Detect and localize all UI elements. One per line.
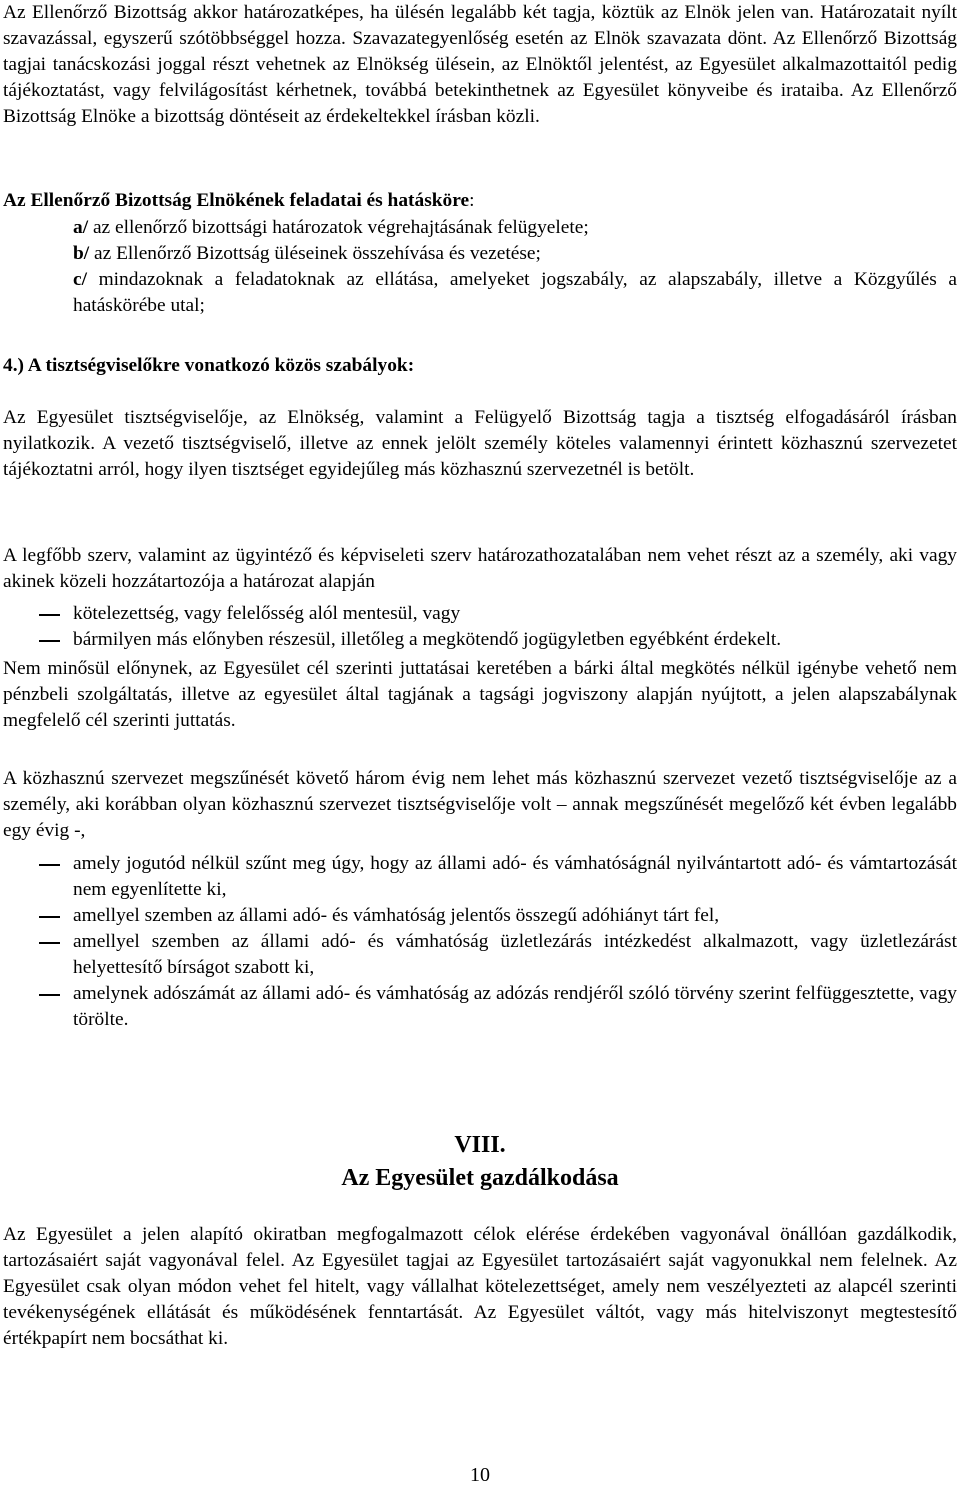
section4-list2 (3, 851, 957, 1033)
dash-bullet-icon (39, 994, 60, 996)
duties-heading-suffix: : (469, 190, 475, 211)
intro-paragraph: Az Ellenőrző Bizottság akkor határozatképes, ha ülésén legalább két tagja, köztük az Elnök jelen van. Határozatait nyílt szavazással, egyszerű szótöbbséggel hozza. Szavazategyenlőség esetén az Elnök szavazata dönt. Az Ellenőrző Bizottság tagjai tanácskozási joggal részt vehetnek az Elnökség ülésein, az Elnöktől jelentést, az Egyesület alkalmazottaitól pedig tájékoztatást, vagy felvilágosítást kérhetnek, továbbá betekinthetnek az Egyesület könyveibe és irataiba. Az Ellenőrző Bizottság Elnöke a bizottság döntéseit az érdekeltekkel írásban közli. (3, 2, 957, 127)
list-item (3, 929, 957, 981)
duties-item (3, 267, 957, 319)
list-item-text: kötelezettség, vagy felelősség alól mentesül, vagy (73, 603, 461, 624)
duties-item-text: az Ellenőrző Bizottság üléseinek összehívása és vezetése; (89, 243, 541, 264)
dash-bullet-icon (39, 942, 60, 944)
chapter-paragraph: Az Egyesület a jelen alapító okiratban megfogalmazott célok elérése érdekében vagyonával önállóan gazdálkodik, tartozásaiért saját vagyonával felel. Az Egyesület tagjai az Egyesület tartozásaiért saját vagyonukkal nem felelnek. Az Egyesület csak olyan módon vehet fel hitelt, vagy vállalhat kötelezettséget, amely nem veszélyezteti az alapcél szerinti tevékenységének ellátását és működésének fenntartását. Az Egyesület váltót, vagy más hitelviszonyt megtestesítő értékpapírt nem bocsáthat ki. (3, 1224, 957, 1349)
section4-paragraph2: A legfőbb szerv, valamint az ügyintéző és képviseleti szerv határozathozatalában nem vehet részt az a személy, aki vagy akinek közeli hozzátartozója a határozat alapján (3, 545, 957, 592)
list-item-text: amelynek adószámát az állami adó- és vámhatóság az adózás rendjéről szóló törvény szerint felfüggesztette, vagy törölte. (73, 983, 957, 1030)
section4-paragraph4: A közhasznú szervezet megszűnését követő három évig nem lehet más közhasznú szervezet vezető tisztségviselője az a személy, aki korábban olyan közhasznú szervezet tisztségviselője volt – annak megszűnését megelőző két évben legalább egy évig -, (3, 768, 957, 841)
duties-heading-text: Az Ellenőrző Bizottság Elnökének feladatai és hatásköre (3, 190, 470, 211)
section4-paragraph1: Az Egyesület tisztségviselője, az Elnökség, valamint a Felügyelő Bizottság tagja a tisztség elfogadásáról írásban nyilatkozik. A vezető tisztségviselő, illetve az ennek jelölt személy köteles valamennyi érintett közhasznú szervezetet tájékoztatni arról, hogy ilyen tisztséget egyidejűleg más közhasznú szervezetnél is betölt. (3, 407, 957, 480)
list-item (3, 601, 957, 627)
dash-bullet-icon (39, 614, 60, 616)
duties-item-label: c/ (73, 269, 87, 290)
dash-bullet-icon (39, 864, 60, 866)
list-item (3, 627, 957, 653)
duties-item-label: b/ (73, 243, 90, 264)
page-number: 10 (470, 1464, 490, 1486)
duties-item-text: az ellenőrző bizottsági határozatok végrehajtásának felügyelete; (88, 217, 589, 238)
list-item (3, 981, 957, 1033)
list-item (3, 903, 957, 929)
duties-item (3, 241, 957, 267)
chapter-title: Az Egyesület gazdálkodása (341, 1165, 619, 1191)
duties-list (3, 215, 957, 319)
list-item-text: amellyel szemben az állami adó- és vámhatóság üzletlezárás intézkedést alkalmazott, vagy üzletlezárást helyettesítő bírságot szabott ki, (73, 931, 957, 978)
dash-bullet-icon (39, 916, 60, 918)
list-item-text: bármilyen más előnyben részesül, illetőleg a megkötendő jogügyletben egyébként érdekelt. (73, 629, 782, 650)
duties-heading (3, 188, 957, 214)
list-item (3, 851, 957, 903)
chapter-number: VIII. (454, 1132, 506, 1158)
duties-item-label: a/ (73, 217, 89, 238)
list-item-text: amely jogutód nélkül szűnt meg úgy, hogy az állami adó- és vámhatóságnál nyilvántartott adó- és vámtartozását nem egyenlítette ki, (73, 853, 957, 900)
list-item-text: amellyel szemben az állami adó- és vámhatóság jelentős összegű adóhiányt tárt fel, (73, 905, 720, 926)
dash-bullet-icon (39, 640, 60, 642)
section4-list1 (3, 601, 957, 653)
section4-heading: 4.) A tisztségviselőkre vonatkozó közös szabályok: (3, 355, 415, 376)
duties-item (3, 215, 957, 241)
section4-paragraph3: Nem minősül előnynek, az Egyesület cél szerinti juttatásai keretében a bárki által megkötés nélkül igénybe vehető nem pénzbeli szolgáltatás, illetve az egyesület által tagjának a tagsági jogviszony alapján nyújtott, a jelen alapszabálynak megfelelő cél szerinti juttatás. (3, 658, 957, 731)
duties-item-text: mindazoknak a feladatoknak az ellátása, amelyeket jogszabály, az alapszabály, illetve a Közgyűlés a hatáskörébe utal; (73, 269, 957, 316)
